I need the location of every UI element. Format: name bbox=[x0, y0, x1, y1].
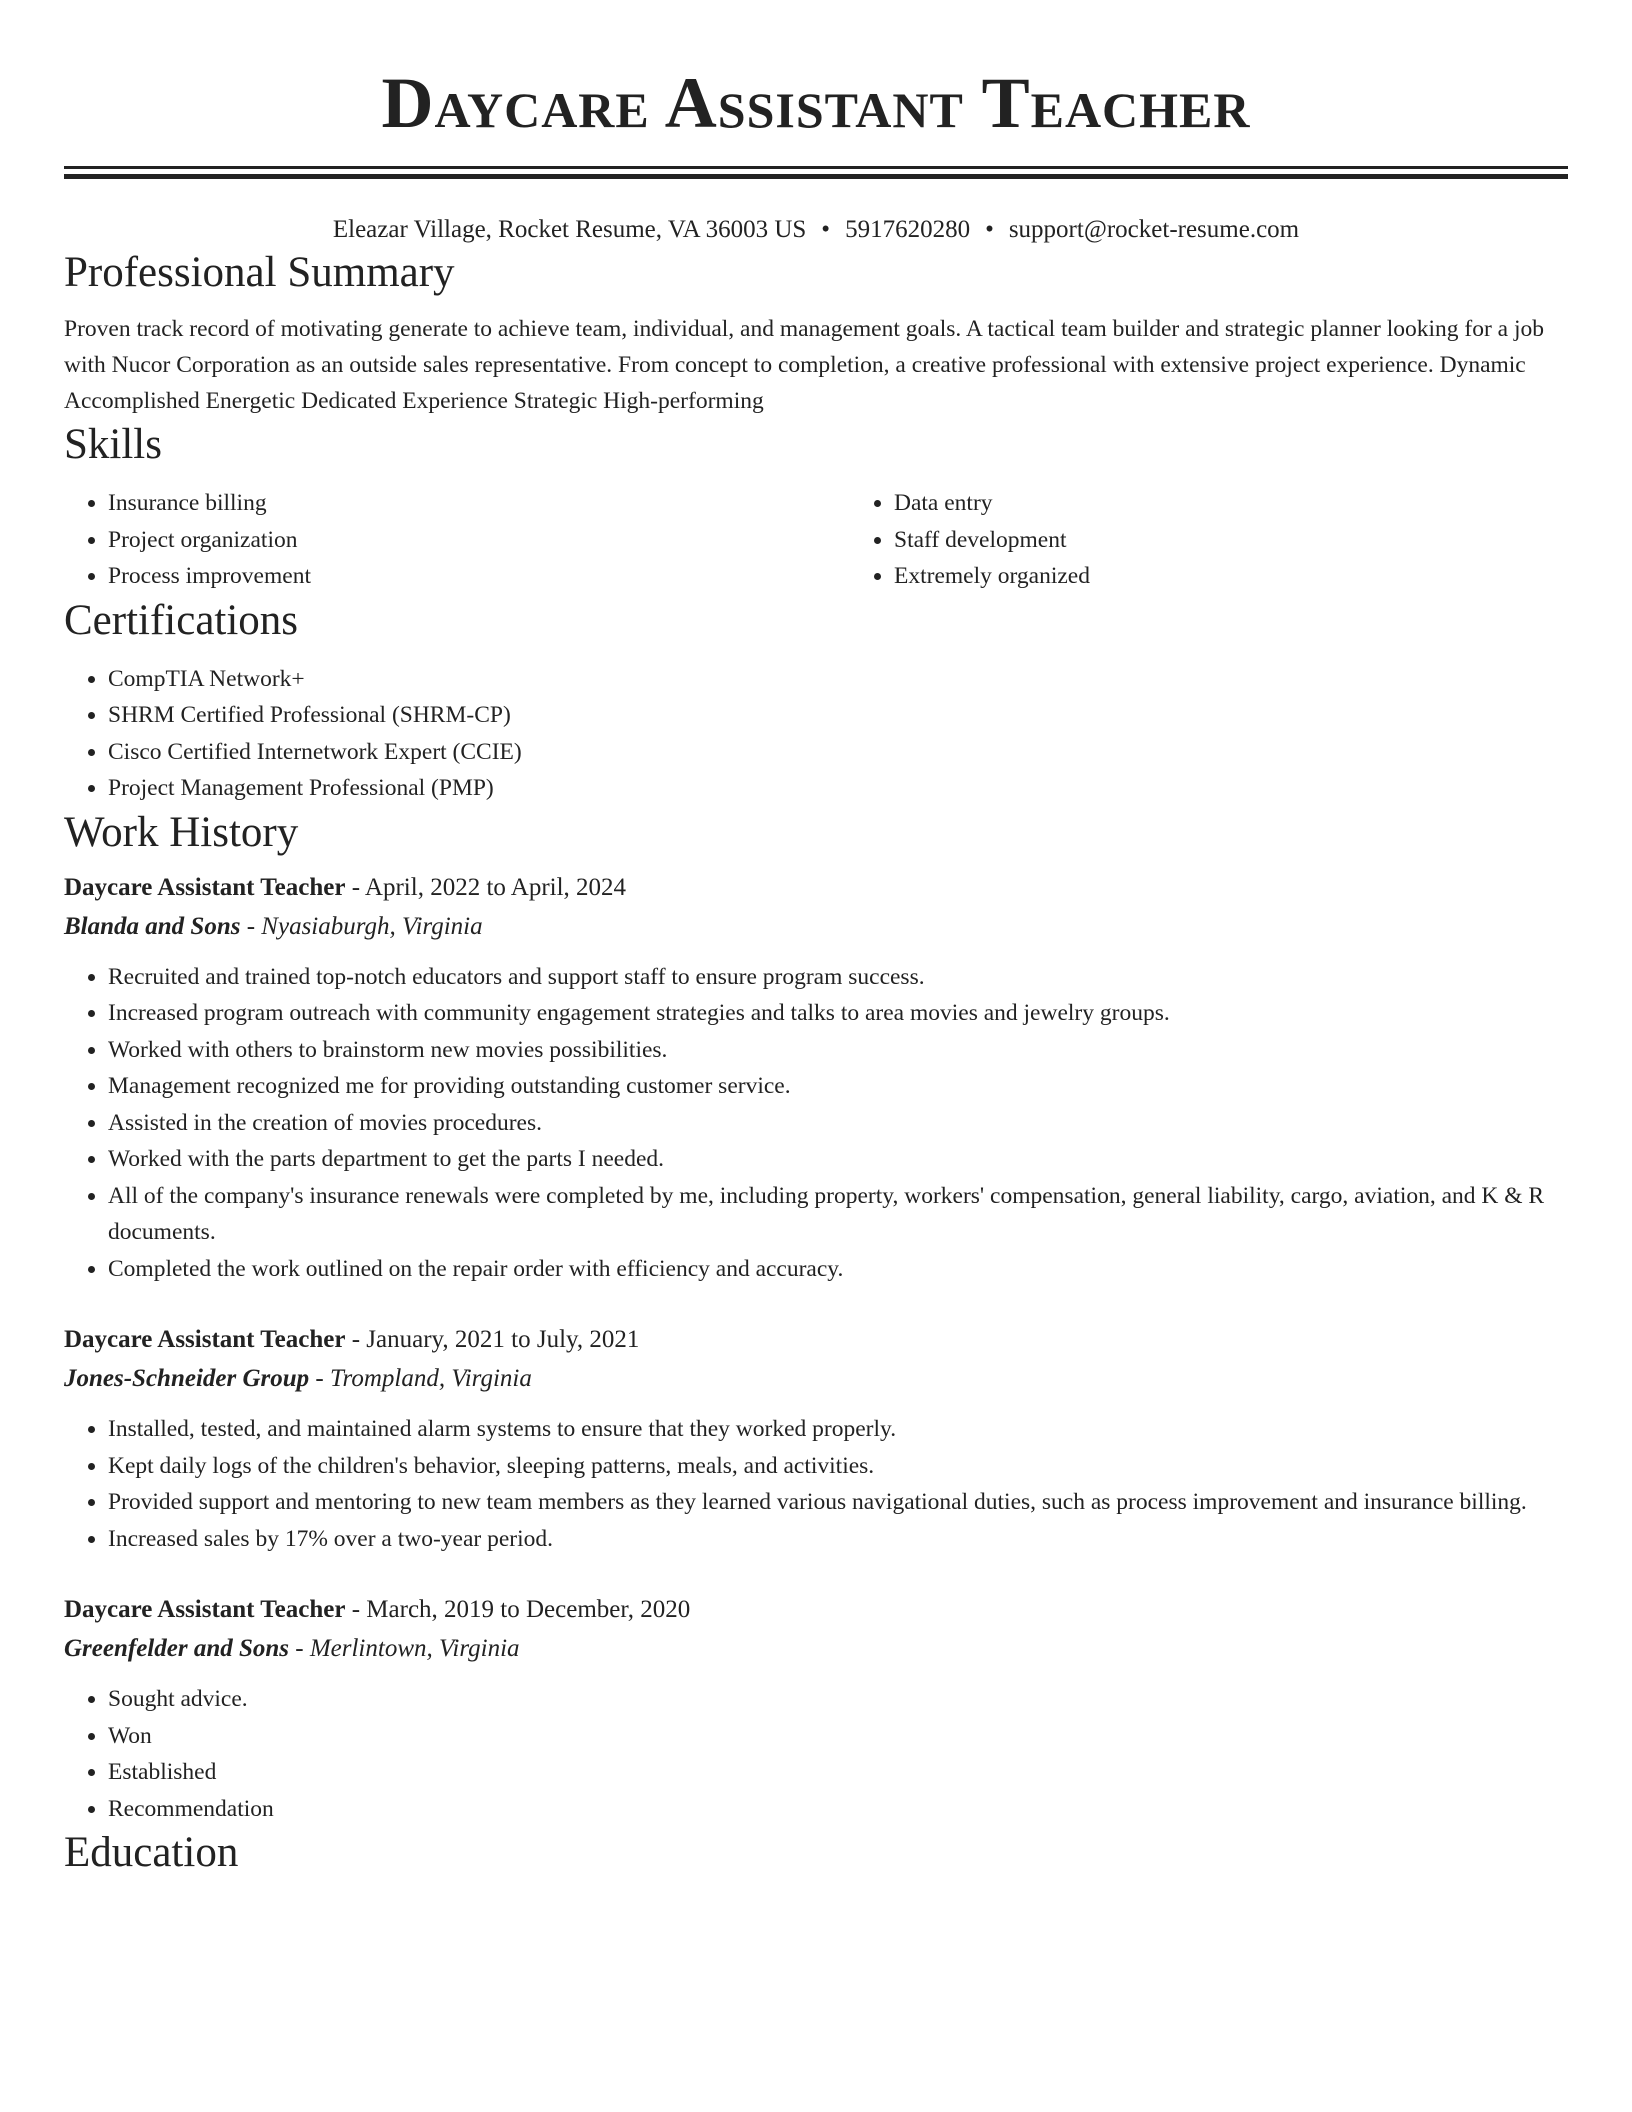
job-role: Daycare Assistant Teacher bbox=[64, 873, 346, 901]
job-location: - Nyasiaburgh, Virginia bbox=[240, 912, 483, 940]
certifications-list bbox=[64, 661, 1568, 807]
job-dates: - April, 2022 to April, 2024 bbox=[345, 873, 627, 901]
job-location: - Trompland, Virginia bbox=[309, 1365, 532, 1392]
skill-item: • Project organization bbox=[108, 522, 850, 559]
resume-name: Daycare Assistant Teacher bbox=[381, 63, 1251, 143]
job-bullet: • Provided support and mentoring to new team members as they learned various navigational duties, such as process improvement and insurance billing. bbox=[108, 1484, 1568, 1521]
job-dates: - January, 2021 to July, 2021 bbox=[345, 1326, 640, 1353]
contact-line bbox=[64, 213, 1568, 247]
job-company: Jones-Schneider Group bbox=[64, 1365, 310, 1392]
section-title-education: Education bbox=[64, 1829, 239, 1876]
skill-item: • Process improvement bbox=[108, 558, 850, 595]
contact-separator: • bbox=[821, 216, 831, 243]
header-divider-thin bbox=[64, 166, 1568, 169]
job-title-line bbox=[64, 1591, 1568, 1629]
job-company: Greenfelder and Sons bbox=[64, 1635, 290, 1662]
job-bullet: • Management recognized me for providing outstanding customer service. bbox=[108, 1068, 1568, 1105]
job-bullet: • Worked with the parts department to get the parts I needed. bbox=[108, 1141, 1568, 1178]
job-bullet: • Assisted in the creation of movies procedures. bbox=[108, 1105, 1568, 1142]
skill-item: • Data entry bbox=[894, 485, 1632, 522]
job-bullet: • Sought advice. bbox=[108, 1681, 1568, 1718]
job-company-line bbox=[64, 907, 1568, 947]
job-entry bbox=[64, 869, 1568, 1288]
job-bullet: • Recruited and trained top-notch educators and support staff to ensure program success. bbox=[108, 959, 1568, 996]
section-title-summary: Professional Summary bbox=[64, 249, 455, 296]
job-company-line bbox=[64, 1359, 1568, 1399]
job-dates: - March, 2019 to December, 2020 bbox=[345, 1596, 691, 1623]
job-entry bbox=[64, 1591, 1568, 1827]
skills-columns bbox=[64, 485, 1568, 595]
contact-separator: • bbox=[985, 216, 994, 243]
skill-item: • Insurance billing bbox=[108, 485, 850, 522]
skill-item: • Extremely organized bbox=[894, 558, 1632, 595]
contact-phone: 5917620280 bbox=[845, 216, 971, 243]
job-company: Blanda and Sons bbox=[64, 912, 241, 940]
job-bullet: • Established bbox=[108, 1754, 1568, 1791]
job-bullet: • Completed the work outlined on the repair order with efficiency and accuracy. bbox=[108, 1251, 1568, 1288]
skills-list-right bbox=[850, 485, 1632, 595]
certification-item: • CompTIA Network+ bbox=[108, 661, 1568, 698]
job-entry bbox=[64, 1321, 1568, 1557]
section-title-work-history: Work History bbox=[64, 808, 299, 856]
certification-item: • Project Management Professional (PMP) bbox=[108, 770, 1568, 807]
job-company-line bbox=[64, 1629, 1568, 1669]
summary-text: Proven track record of motivating generate to achieve team, individual, and management goals. A tactical team builder and strategic planner looking for a job with Nucor Corporation as an outside sales representative. From concept to completion, a creative professional with extensive project experience. Dynamic Accomplished Energetic Dedicated Experience Strategic High-performing bbox=[64, 316, 1544, 414]
job-bullet: • Recommendation bbox=[108, 1791, 1568, 1828]
job-bullet: • All of the company's insurance renewals were completed by me, including property, workers' compensation, general liability, cargo, aviation, and K & R documents. bbox=[108, 1178, 1568, 1251]
certification-item: • SHRM Certified Professional (SHRM-CP) bbox=[108, 697, 1568, 734]
section-title-certifications: Certifications bbox=[64, 596, 299, 644]
job-bullet: • Won bbox=[108, 1718, 1568, 1755]
contact-address: Eleazar Village, Rocket Resume, VA 36003 US bbox=[332, 216, 807, 243]
job-bullets bbox=[64, 959, 1568, 1288]
section-title-skills: Skills bbox=[64, 421, 162, 468]
job-bullet: • Installed, tested, and maintained alarm systems to ensure that they worked properly. bbox=[108, 1411, 1568, 1448]
job-bullet: • Increased program outreach with community engagement strategies and talks to area movies and jewelry groups. bbox=[108, 995, 1568, 1032]
job-role: Daycare Assistant Teacher bbox=[64, 1326, 346, 1353]
job-title-line bbox=[64, 1321, 1568, 1359]
header-divider-thick bbox=[64, 174, 1568, 179]
job-bullet: • Increased sales by 17% over a two-year period. bbox=[108, 1521, 1568, 1558]
job-bullet: • Kept daily logs of the children's behavior, sleeping patterns, meals, and activities. bbox=[108, 1448, 1568, 1485]
skill-item: • Staff development bbox=[894, 522, 1632, 559]
certification-item: • Cisco Certified Internetwork Expert (CCIE) bbox=[108, 734, 1568, 771]
job-bullet: • Worked with others to brainstorm new movies possibilities. bbox=[108, 1032, 1568, 1069]
skills-list-left bbox=[64, 485, 850, 595]
job-bullets bbox=[64, 1681, 1568, 1827]
job-location: - Merlintown, Virginia bbox=[289, 1635, 520, 1662]
contact-email[interactable]: support@rocket-resume.com bbox=[1008, 216, 1300, 243]
job-role: Daycare Assistant Teacher bbox=[64, 1596, 346, 1623]
job-bullets bbox=[64, 1411, 1568, 1557]
job-title-line bbox=[64, 869, 1568, 907]
